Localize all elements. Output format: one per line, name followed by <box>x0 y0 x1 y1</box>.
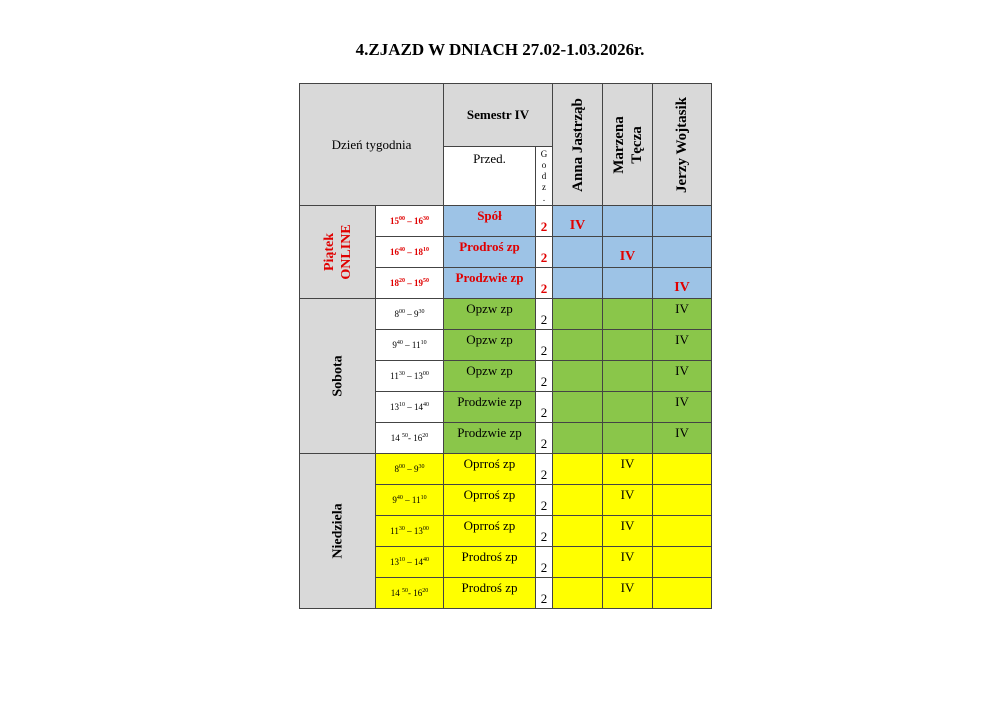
teacher-1-cell <box>553 516 603 547</box>
table-row <box>300 454 712 485</box>
hours-cell: 2 <box>536 485 553 516</box>
day-of-week-header: Dzień tygodnia <box>300 84 444 206</box>
subject-cell: Spół <box>444 206 536 237</box>
hours-cell: 2 <box>536 206 553 237</box>
table-row <box>300 299 712 330</box>
subject-cell: Opzw zp <box>444 299 536 330</box>
hours-cell: 2 <box>536 547 553 578</box>
teacher-3-cell: IV <box>653 268 712 299</box>
subject-cell: Prodzwie zp <box>444 392 536 423</box>
teacher-1-cell <box>553 237 603 268</box>
time-slot: $18^{20} - 19^{50}$ <box>376 268 444 299</box>
teacher-3-cell <box>653 454 712 485</box>
teacher-3-cell: IV <box>653 423 712 454</box>
teacher-2-cell <box>603 423 653 454</box>
teacher-3-cell <box>653 516 712 547</box>
table-row <box>300 206 712 237</box>
teacher-3-cell <box>653 547 712 578</box>
time-slot: $13^{10} - 14^{40}$ <box>376 392 444 423</box>
teacher-2-cell: IV <box>603 485 653 516</box>
teacher-2-cell <box>603 330 653 361</box>
day-label: Piątek ONLINE <box>321 224 354 280</box>
teacher-2-cell <box>603 268 653 299</box>
time-slot: $9^{40} - 11^{10}$ <box>376 485 444 516</box>
teacher-1-cell: IV <box>553 206 603 237</box>
teacher-3-cell: IV <box>653 299 712 330</box>
teacher-2-cell <box>603 361 653 392</box>
time-slot: 14 $^{50}$- $16^{20}$ <box>376 423 444 454</box>
teacher-1-cell <box>553 361 603 392</box>
hours-cell: 2 <box>536 361 553 392</box>
teacher-1-cell <box>553 268 603 299</box>
teacher-2-cell: IV <box>603 454 653 485</box>
schedule-rows <box>300 206 712 609</box>
page-title: 4.ZJAZD W DNIACH 27.02-1.03.2026r. <box>355 40 645 59</box>
subject-cell: Prodzwie zp <box>444 423 536 454</box>
teacher-1-cell <box>553 330 603 361</box>
hours-cell: 2 <box>536 237 553 268</box>
teacher-header-1 <box>553 84 603 206</box>
subject-cell: Oprroś zp <box>444 454 536 485</box>
day-saturday <box>300 299 376 454</box>
day-sunday <box>300 454 376 609</box>
teacher-3-cell <box>653 578 712 609</box>
time-slot: $8^{00} - 9^{30}$ <box>376 454 444 485</box>
semester-header: Semestr IV <box>444 84 553 147</box>
subject-cell: Oprroś zp <box>444 485 536 516</box>
teacher-2-cell: IV <box>603 547 653 578</box>
teacher-2-cell <box>603 206 653 237</box>
subject-header: Przed. <box>444 147 536 206</box>
subject-cell: Prodroś zp <box>444 237 536 268</box>
teacher-3-cell <box>653 237 712 268</box>
teacher-3-cell: IV <box>653 330 712 361</box>
teacher-3-cell: IV <box>653 361 712 392</box>
time-slot: 14 $^{50}$- $16^{20}$ <box>376 578 444 609</box>
subject-cell: Prodroś zp <box>444 547 536 578</box>
time-slot: $11^{30} - 13^{00}$ <box>376 516 444 547</box>
teacher-header-3 <box>653 84 712 206</box>
teacher-3-cell: IV <box>653 392 712 423</box>
teacher-1-cell <box>553 485 603 516</box>
time-slot: $15^{00} - 16^{30}$ <box>376 206 444 237</box>
time-slot: $16^{40} - 18^{10}$ <box>376 237 444 268</box>
schedule-table <box>299 83 712 609</box>
teacher-1-cell <box>553 578 603 609</box>
subject-cell: Prodroś zp <box>444 578 536 609</box>
time-slot: $11^{30} - 13^{00}$ <box>376 361 444 392</box>
time-slot: $9^{40} - 11^{10}$ <box>376 330 444 361</box>
hours-cell: 2 <box>536 299 553 330</box>
hours-cell: 2 <box>536 330 553 361</box>
subject-cell: Oprroś zp <box>444 516 536 547</box>
teacher-name-3: Jerzy Wojtasik <box>674 96 690 193</box>
subject-cell: Prodzwie zp <box>444 268 536 299</box>
teacher-1-cell <box>553 299 603 330</box>
day-label: Niedziela <box>330 503 345 559</box>
teacher-1-cell <box>553 454 603 485</box>
hours-cell: 2 <box>536 454 553 485</box>
hours-cell: 2 <box>536 268 553 299</box>
subject-cell: Opzw zp <box>444 330 536 361</box>
day-label: Sobota <box>330 355 345 397</box>
teacher-1-cell <box>553 423 603 454</box>
teacher-2-cell: IV <box>603 578 653 609</box>
teacher-3-cell <box>653 485 712 516</box>
hours-cell: 2 <box>536 423 553 454</box>
subject-cell: Opzw zp <box>444 361 536 392</box>
hours-cell: 2 <box>536 516 553 547</box>
time-slot: $8^{00} - 9^{30}$ <box>376 299 444 330</box>
teacher-header-2 <box>603 84 653 206</box>
teacher-2-cell <box>603 299 653 330</box>
teacher-name-2: Marzena Tęcza <box>610 115 645 174</box>
teacher-name-1: Anna Jastrząb <box>569 97 586 192</box>
hours-cell: 2 <box>536 578 553 609</box>
time-slot: $13^{10} - 14^{40}$ <box>376 547 444 578</box>
teacher-2-cell: IV <box>603 237 653 268</box>
day-friday <box>300 206 376 299</box>
hours-cell: 2 <box>536 392 553 423</box>
teacher-2-cell: IV <box>603 516 653 547</box>
teacher-1-cell <box>553 547 603 578</box>
teacher-2-cell <box>603 392 653 423</box>
teacher-3-cell <box>653 206 712 237</box>
teacher-1-cell <box>553 392 603 423</box>
hours-header: G o d z . <box>536 147 553 206</box>
